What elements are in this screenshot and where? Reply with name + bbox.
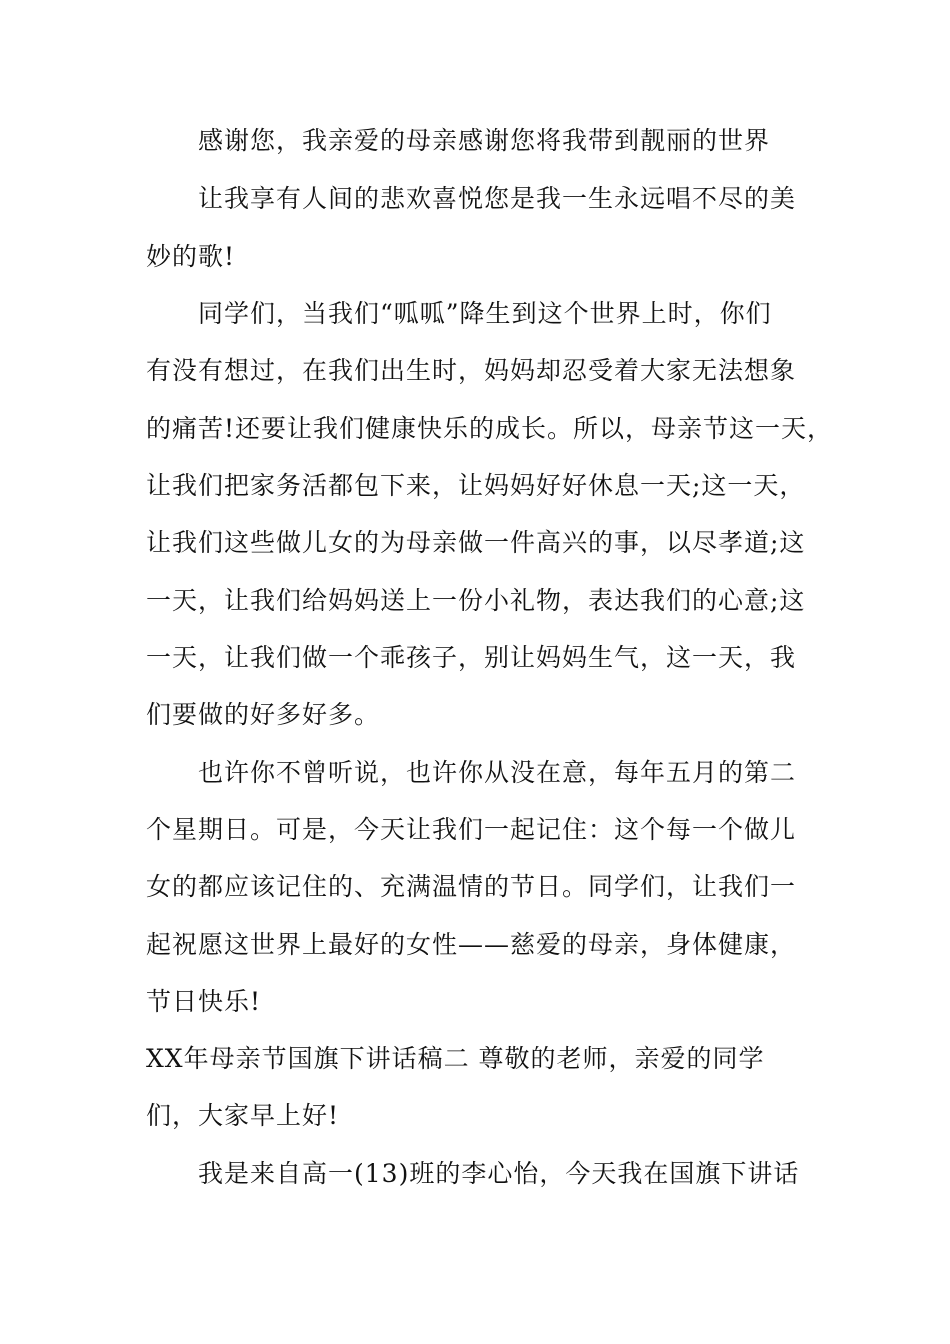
paragraph-line: 让我享有人间的悲欢喜悦您是我一生永远唱不尽的美	[198, 184, 797, 213]
paragraph-line: 个星期日。可是，今天让我们一起记住：这个每一个做儿	[146, 815, 797, 844]
section-heading-line: XX年母亲节国旗下讲话稿二 尊敬的老师，亲爱的同学	[146, 1044, 765, 1073]
paragraph-line: 感谢您，我亲爱的母亲感谢您将我带到靓丽的世界	[198, 126, 771, 155]
paragraph-line: 节日快乐!	[146, 987, 262, 1016]
paragraph-line: 一天，让我们做一个乖孩子，别让妈妈生气，这一天，我	[146, 643, 797, 672]
paragraph-line: 们，大家早上好!	[146, 1101, 340, 1130]
paragraph-line: 也许你不曾听说，也许你从没在意，每年五月的第二	[198, 758, 797, 787]
paragraph-line: 让我们把家务活都包下来，让妈妈好好休息一天;这一天，	[146, 471, 806, 500]
paragraph-line: 的痛苦!还要让我们健康快乐的成长。所以，母亲节这一天，	[146, 414, 834, 443]
paragraph-line: 让我们这些做儿女的为母亲做一件高兴的事，以尽孝道;这	[146, 528, 806, 557]
paragraph-line: 女的都应该记住的、充满温情的节日。同学们，让我们一	[146, 872, 797, 901]
paragraph-line: 们要做的好多好多。	[146, 700, 381, 729]
paragraph-line: 我是来自高一(13)班的李心怡，今天我在国旗下讲话	[198, 1159, 800, 1188]
paragraph-line: 妙的歌!	[146, 242, 236, 271]
paragraph-line: 一天，让我们给妈妈送上一份小礼物，表达我们的心意;这	[146, 586, 806, 615]
paragraph-line: 有没有想过，在我们出生时，妈妈却忍受着大家无法想象	[146, 356, 797, 385]
paragraph-line: 同学们，当我们“呱呱”降生到这个世界上时，你们	[198, 299, 772, 328]
paragraph-line: 起祝愿这世界上最好的女性——慈爱的母亲，身体健康，	[146, 930, 797, 959]
